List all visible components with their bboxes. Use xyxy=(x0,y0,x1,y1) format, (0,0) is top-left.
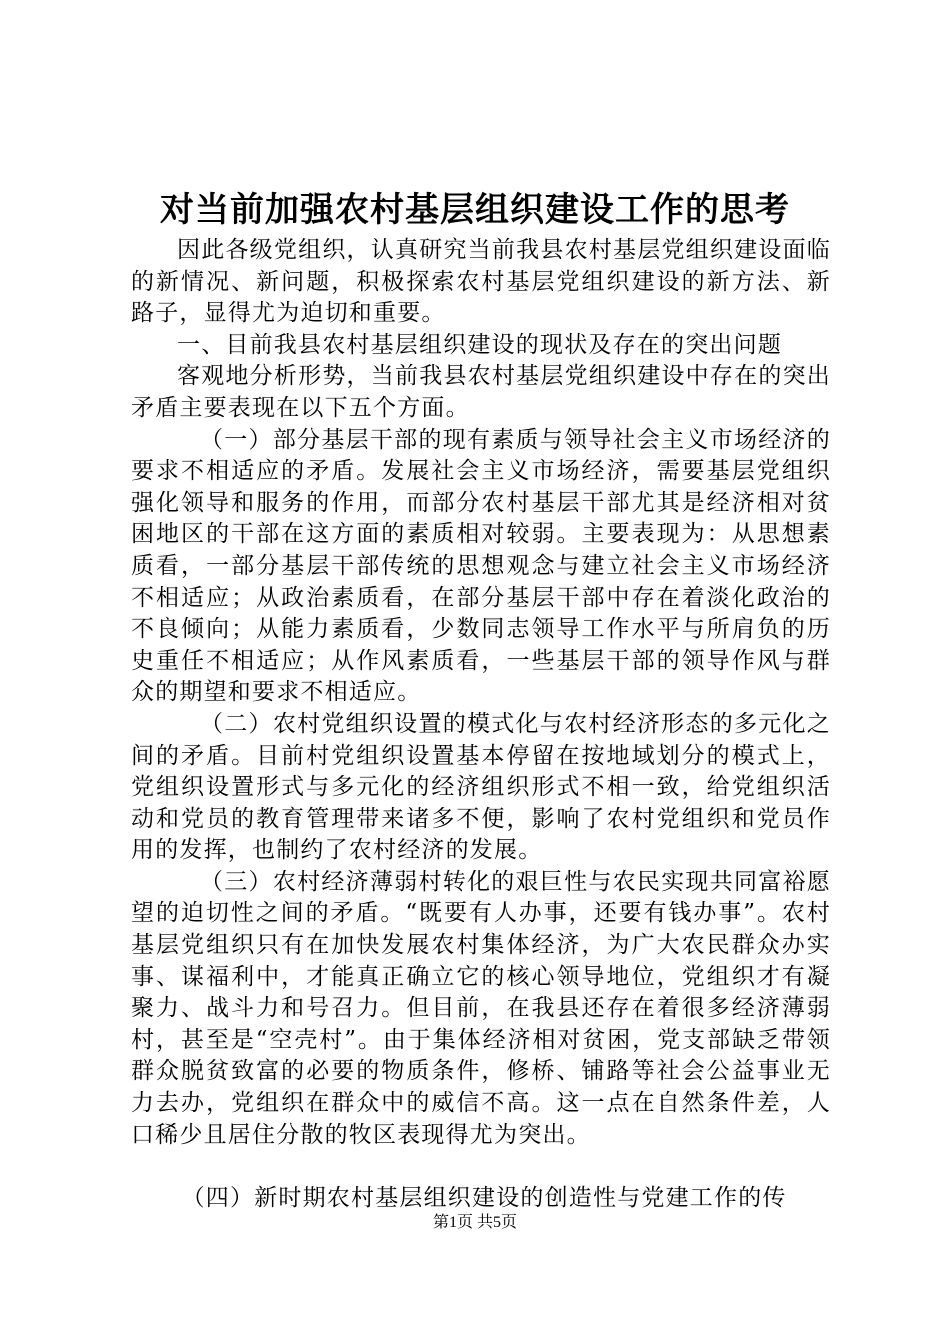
section-heading: 一、目前我县农村基层组织建设的现状及存在的突出问题 xyxy=(177,331,782,358)
paragraph-item-4: （四）新时期农村基层组织建设的创造性与党建工作的传 xyxy=(181,1185,787,1212)
document-title: 对当前加强农村基层组织建设工作的思考 xyxy=(160,190,790,230)
paragraph-intro: 因此各级党组织，认真研究当前我县农村基层党组织建设面临的新情况、新问题，积极探索农村基层党组织建设的新方法、新路子，显得尤为迫切和重要。 xyxy=(131,237,831,327)
paragraph-item-3: （三）农村经济薄弱村转化的艰巨性与农民实现共同富裕愿望的迫切性之间的矛盾。“既要有人办事，还要有钱办事”。农村基层党组织只有在加快发展农村集体经济，为广大农民群众办实事、谋福利中，才能真正确立它的核心领导地位，党组织才有凝聚力、战斗力和号召力。但目前，在我县还存在着很多经济薄弱村，甚至是“空壳村”。由于集体经济相对贫困，党支部缺乏带领群众脱贫致富的必要的物质条件，修桥、铺路等社会公益事业无力去办，党组织在群众中的威信不高。这一点在自然条件差，人口稀少且居住分散的牧区表现得尤为突出。 xyxy=(131,868,831,1148)
paragraph-analysis: 客观地分析形势，当前我县农村基层党组织建设中存在的突出矛盾主要表现在以下五个方面。 xyxy=(131,363,831,421)
paragraph-item-1: （一）部分基层干部的现有素质与领导社会主义市场经济的要求不相适应的矛盾。发展社会主义市场经济，需要基层党组织强化领导和服务的作用，而部分农村基层干部尤其是经济相对贫困地区的干部在这方面的素质相对较弱。主要表现为：从思想素质看，一部分基层干部传统的思想观念与建立社会主义市场经济不相适应；从政治素质看，在部分基层干部中存在着淡化政治的不良倾向；从能力素质看，少数同志领导工作水平与所肩负的历史重任不相适应；从作风素质看，一些基层干部的领导作风与群众的期望和要求不相适应。 xyxy=(131,426,831,706)
page-number: 第1页 共5页 xyxy=(432,1214,517,1231)
paragraph-item-2: （二）农村党组织设置的模式化与农村经济形态的多元化之间的矛盾。目前村党组织设置基本停留在按地域划分的模式上，党组织设置形式与多元化的经济组织形式不相一致，给党组织活动和党员的教育管理带来诸多不便，影响了农村党组织和党员作用的发挥，也制约了农村经济的发展。 xyxy=(131,710,831,864)
document-body xyxy=(131,235,831,1215)
